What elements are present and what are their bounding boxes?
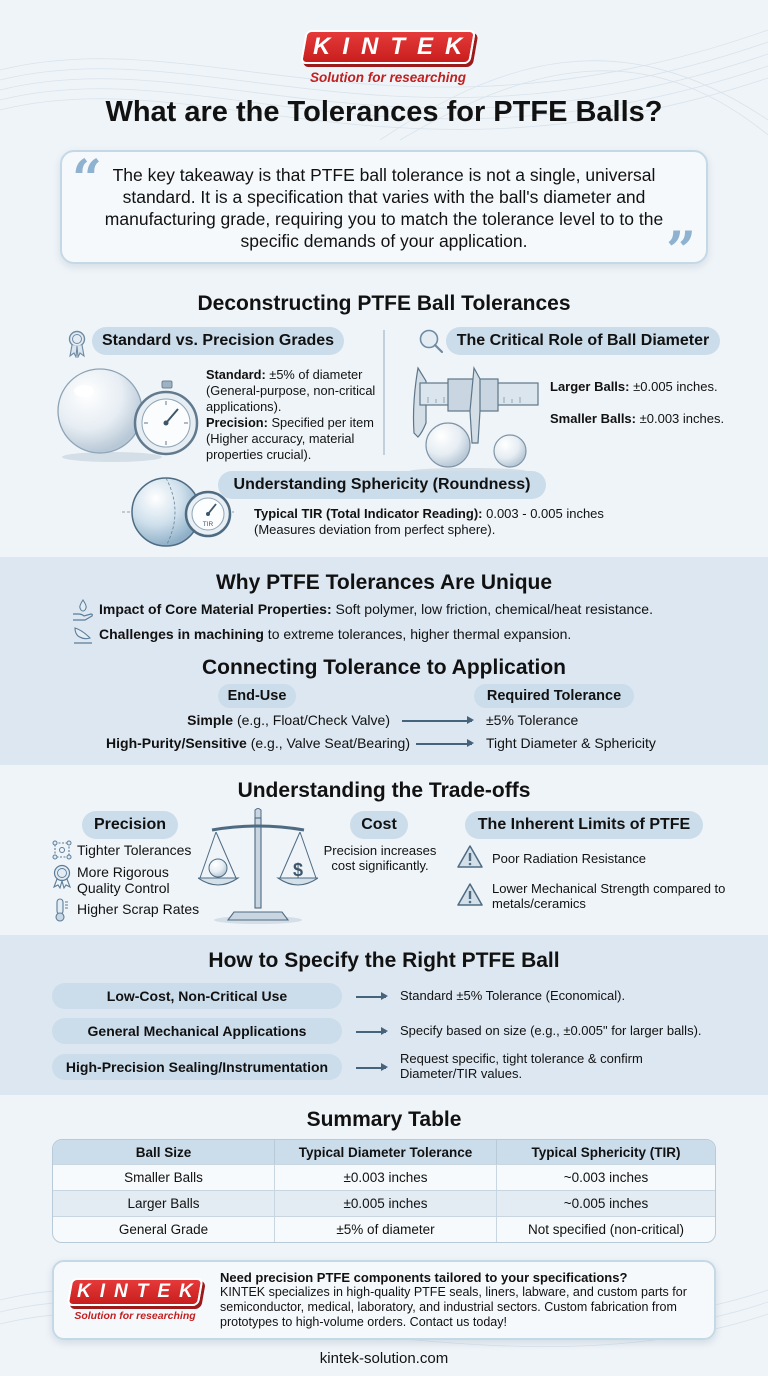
larger-balls-line: [550, 379, 718, 395]
unique-item-1-text: Soft polymer, low friction, chemical/heat resistance.: [331, 601, 653, 617]
cta-kintek-logo[interactable]: [66, 1278, 204, 1322]
logo-tagline: Solution for researching: [309, 70, 467, 85]
unique-item-2: [99, 626, 571, 642]
target-grid-icon: [52, 840, 72, 860]
application-row-1-text: (e.g., Float/Check Valve): [233, 712, 390, 728]
smaller-balls-value: ±0.003 inches.: [639, 411, 725, 426]
quote-text: The key takeaway is that PTFE ball tolerance is not a single, universal standard. It is a specification that varies with the ball's diameter and manufacturing grade, requiring you to match the tolerance level to to the specific demands of your application.: [104, 165, 664, 251]
table-row: [53, 1190, 715, 1216]
tir-note: (Measures deviation from perfect sphere).: [254, 522, 496, 537]
cta-body: KINTEK specializes in high-quality PTFE seals, liners, labware, and custom parts for semiconductor, medical, laboratory, and industrial sectors. Custom fabrication from prototypes to high-volume orders. Contact us today!: [220, 1285, 687, 1329]
application-row-1-bold: Simple: [187, 712, 234, 728]
limit-item-1: Poor Radiation Resistance: [492, 851, 646, 866]
open-quote-icon: “: [72, 149, 102, 210]
application-row-1-enduse: [100, 712, 390, 728]
table-cell: Not specified (non-critical): [497, 1216, 715, 1242]
caliper-balls-illustration: [408, 363, 540, 473]
precision-item-2: More Rigorous Quality Control: [77, 864, 170, 896]
unique-item-2-bold: Challenges in machining: [99, 626, 264, 642]
unique-item-1-bold: Impact of Core Material Properties:: [99, 601, 332, 617]
table-header-cell: Typical Diameter Tolerance: [275, 1140, 497, 1164]
table-cell: ±0.005 inches: [275, 1190, 497, 1216]
smaller-balls-label: Smaller Balls:: [550, 411, 636, 426]
arrow-icon: [356, 1067, 386, 1069]
column-divider: [383, 330, 385, 455]
specify-spec-3: Request specific, tight tolerance & confirm Diameter/TIR values.: [400, 1051, 643, 1081]
logo-text: KINTEK: [313, 33, 475, 60]
pill-required-tolerance: Required Tolerance: [474, 684, 634, 708]
application-row-2-bold: High-Purity/Sensitive: [106, 735, 247, 751]
section-title-specify: How to Specify the Right PTFE Ball: [208, 949, 560, 972]
thermometer-icon: [54, 898, 70, 922]
precision-label: Precision:: [206, 415, 268, 430]
section-title-deconstructing: Deconstructing PTFE Ball Tolerances: [197, 292, 571, 315]
page-title: What are the Tolerances for PTFE Balls?: [105, 96, 663, 128]
specify-use-3: High-Precision Sealing/Instrumentation: [52, 1054, 342, 1080]
arrow-icon: [356, 1031, 386, 1033]
precision-item-3: Higher Scrap Rates: [77, 901, 200, 917]
section-title-tradeoffs: Understanding the Trade-offs: [237, 779, 531, 802]
pill-cost: Cost: [350, 811, 408, 839]
ball-stopwatch-illustration: [52, 363, 202, 463]
pill-end-use: End-Use: [218, 684, 296, 708]
logo-text: KINTEK: [77, 1281, 202, 1302]
kintek-logo[interactable]: [300, 30, 476, 85]
warning-icon: [456, 844, 484, 870]
machining-icon: [72, 624, 94, 646]
table-header-cell: Ball Size: [53, 1140, 275, 1164]
arrow-icon: [402, 720, 472, 722]
cta-box: [52, 1260, 716, 1340]
cta-text: [220, 1270, 704, 1330]
unique-item-2-text: to extreme tolerances, higher thermal expansion.: [263, 626, 572, 642]
key-takeaway-quote: [60, 149, 708, 282]
table-cell: ~0.003 inches: [497, 1164, 715, 1190]
specify-spec-2: Specify based on size (e.g., ±0.005" for larger balls).: [400, 1023, 702, 1038]
cta-heading: Need precision PTFE components tailored to your specifications?: [220, 1270, 628, 1285]
table-cell: ±5% of diameter: [275, 1216, 497, 1242]
pill-precision: Precision: [82, 811, 178, 839]
section-title-unique: Why PTFE Tolerances Are Unique: [215, 571, 553, 594]
tir-label: Typical TIR (Total Indicator Reading):: [254, 506, 483, 521]
balance-scale-illustration: [198, 808, 318, 926]
sphericity-description: [254, 506, 674, 538]
standard-text: ±5% of diameter (General-purpose, non-critical applications).: [206, 367, 376, 414]
pill-diameter: The Critical Role of Ball Diameter: [446, 327, 720, 355]
tir-value: 0.003 - 0.005 inches: [486, 506, 604, 521]
specify-use-2: General Mechanical Applications: [52, 1018, 342, 1044]
larger-balls-value: ±0.005 inches.: [633, 379, 718, 394]
tir-gauge-label: TIR: [202, 521, 214, 528]
specify-spec-1: Standard ±5% Tolerance (Economical).: [400, 988, 626, 1003]
warning-icon: [456, 882, 484, 908]
section-title-application: Connecting Tolerance to Application: [201, 656, 566, 679]
table-cell: General Grade: [53, 1216, 275, 1242]
award-ribbon-icon: [66, 330, 88, 358]
logo-badge: [67, 1278, 204, 1306]
standard-label: Standard:: [206, 367, 266, 382]
table-cell: ~0.005 inches: [497, 1190, 715, 1216]
pill-sphericity: Understanding Sphericity (Roundness): [218, 471, 546, 499]
table-header-cell: Typical Sphericity (TIR): [497, 1140, 715, 1164]
logo-badge: [300, 30, 476, 64]
table-header-row: [53, 1140, 715, 1164]
logo-tagline: Solution for researching: [74, 1310, 196, 1322]
unique-item-1: [99, 601, 653, 617]
smaller-balls-line: [550, 411, 724, 427]
quality-badge-icon: [52, 864, 72, 890]
precision-item-1: Tighter Tolerances: [77, 842, 192, 858]
table-cell: ±0.003 inches: [275, 1164, 497, 1190]
specify-use-1: Low-Cost, Non-Critical Use: [52, 983, 342, 1009]
application-row-2-text: (e.g., Valve Seat/Bearing): [246, 735, 410, 751]
table-row: [53, 1216, 715, 1242]
limit-item-2: Lower Mechanical Strength compared to metals/ceramics: [492, 881, 726, 911]
pill-limits: The Inherent Limits of PTFE: [465, 811, 703, 839]
close-quote-icon: ”: [666, 221, 696, 282]
pill-grades: Standard vs. Precision Grades: [92, 327, 344, 355]
svg-text:$: $: [292, 860, 304, 880]
magnifier-icon: [418, 328, 444, 354]
arrow-icon: [416, 743, 472, 745]
section-title-summary: Summary Table: [306, 1108, 462, 1131]
table-row: [53, 1164, 715, 1190]
table-cell: Smaller Balls: [53, 1164, 275, 1190]
application-row-1-result: ±5% Tolerance: [486, 712, 579, 728]
website-link[interactable]: kintek-solution.com: [319, 1350, 449, 1367]
table-cell: Larger Balls: [53, 1190, 275, 1216]
precision-text: Specified per item (Higher accuracy, material properties crucial).: [206, 415, 374, 462]
grades-description: [206, 367, 376, 463]
larger-balls-label: Larger Balls:: [550, 379, 630, 394]
summary-table: [52, 1139, 716, 1243]
application-row-2-enduse: [60, 735, 410, 751]
hand-drop-icon: [72, 599, 94, 621]
arrow-icon: [356, 996, 386, 998]
cost-text: Precision increases cost significantly.: [323, 843, 437, 873]
application-row-2-result: Tight Diameter & Sphericity: [486, 735, 656, 751]
